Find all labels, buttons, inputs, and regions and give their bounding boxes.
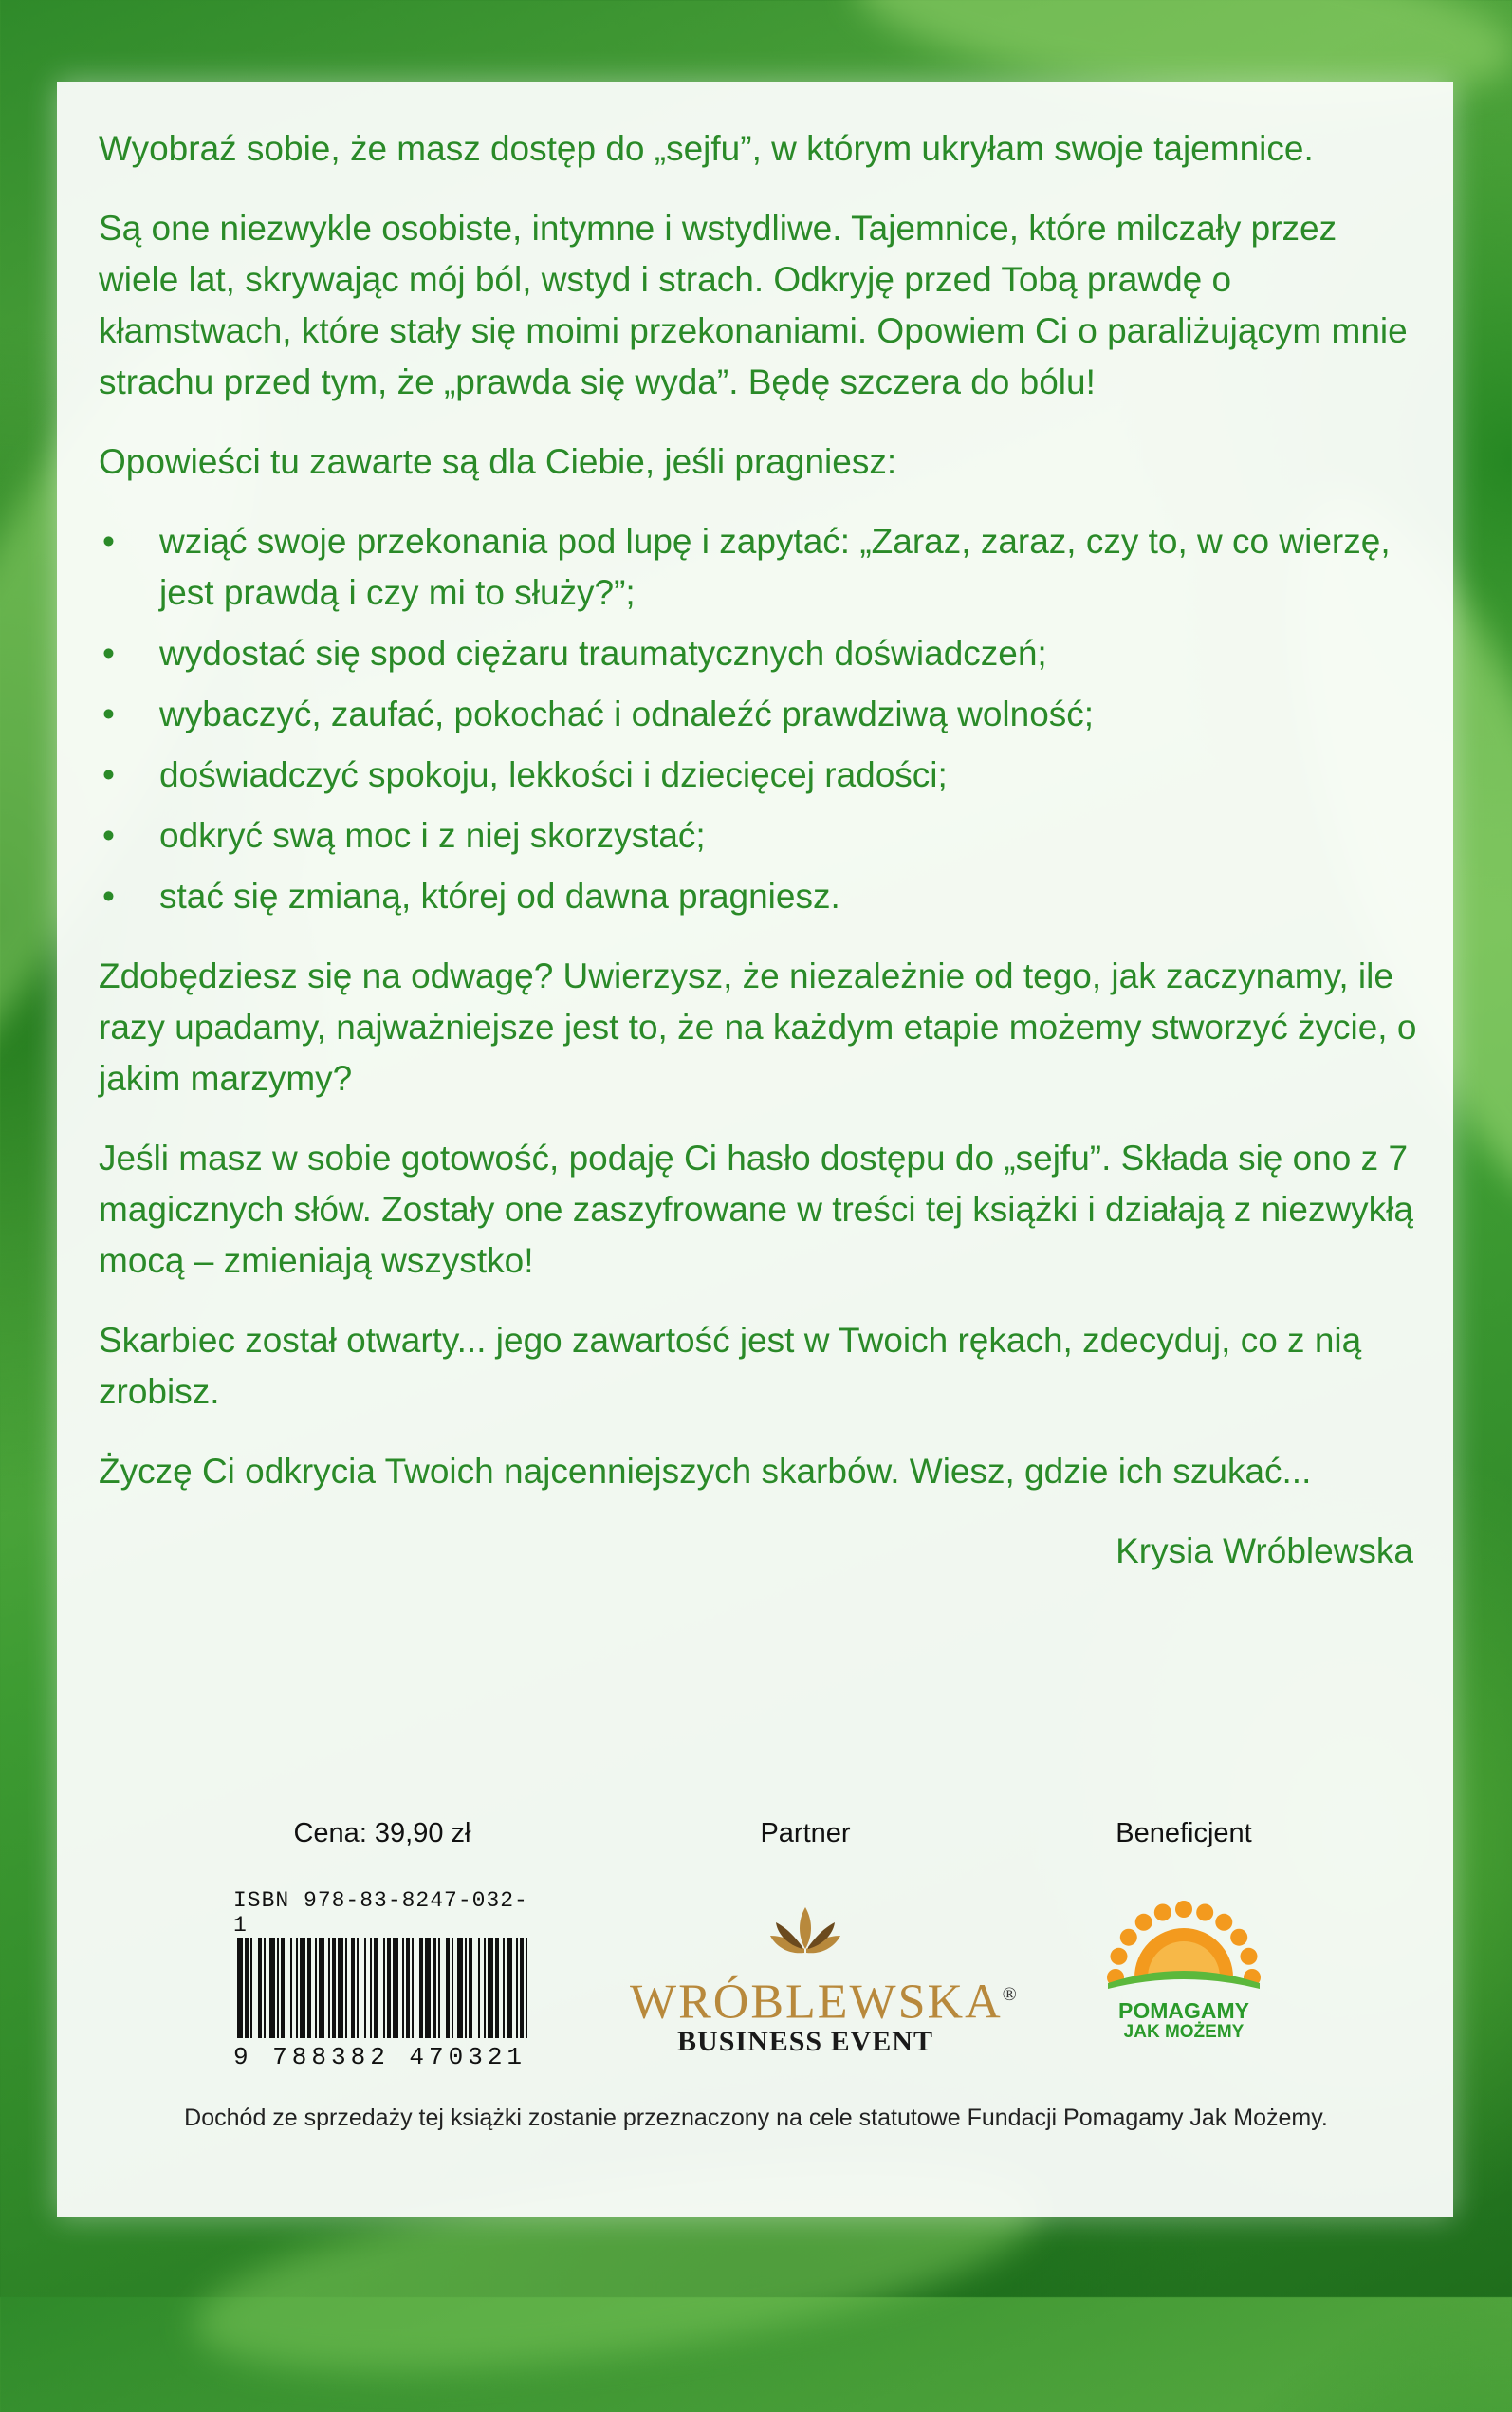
paragraph-secrets: Są one niezwykle osobiste, intymne i wstydliwe. Tajemnice, które milczały przez wiele lat, skrywając mój ból, wstyd i strach. Odkryję przed Tobą prawdę o kłamstwach, które stały się moimi przekonaniami. Opowiem Ci o paraliżującym mnie strachu przed tym, że „prawda się wyda”. Będę szczera do bólu! <box>99 209 1408 401</box>
intro-paragraph: Wyobraź sobie, że masz dostęp do „sejfu”, w którym ukryłam swoje tajemnice. <box>99 129 1314 168</box>
list-item: • wziąć swoje przekonania pod lupę i zapytać: „Zaraz, zaraz, czy to, w co wierzę, jest prawdą i czy mi to służy?”; <box>99 516 1417 619</box>
paragraph-wish: Życzę Ci odkrycia Twoich najcenniejszych skarbów. Wiesz, gdzie ich szukać... <box>99 1452 1312 1491</box>
list-item: • stać się zmianą, której od dawna pragniesz. <box>99 871 1417 922</box>
barcode-digits: 9 788382 470321 <box>233 2043 527 2071</box>
paragraph-password: Jeśli masz w sobie gotowość, podaję Ci hasło dostępu do „sejfu”. Składa się ono z 7 magicznych słów. Zostały one zaszyfrowane w treści tej książki i działają z niezwykłą mocą – zmieniają wszystko! <box>99 1139 1413 1280</box>
bullet-icon: • <box>102 877 115 916</box>
bullet-icon: • <box>102 522 115 561</box>
wish-list <box>99 516 1417 922</box>
registered-mark: ® <box>1002 1984 1019 2005</box>
list-item: • wybaczyć, zaufać, pokochać i odnaleźć prawdziwą wolność; <box>99 689 1417 740</box>
partner-label: Partner <box>760 1818 851 1848</box>
list-intro: Opowieści tu zawarte są dla Ciebie, jeśli pragniesz: <box>99 442 897 481</box>
partner-logo <box>630 1900 1019 2058</box>
proceeds-note: Dochód ze sprzedaży tej książki zostanie przeznaczony na cele statutowe Fundacji Pomagamy Jak Możemy. <box>184 2105 1328 2131</box>
beneficiary-label: Beneficjent <box>1116 1818 1252 1848</box>
barcode-icon <box>233 1938 531 2040</box>
lotus-icon <box>763 1900 848 1966</box>
bullet-icon: • <box>102 634 115 673</box>
paragraph-courage: Zdobędziesz się na odwagę? Uwierzysz, że niezależnie od tego, jak zaczynamy, ile razy upadamy, najważniejsze jest to, że na każdym etapie możemy stworzyć życie, o jakim marzymy? <box>99 956 1417 1098</box>
author-signature: Krysia Wróblewska <box>1116 1531 1413 1570</box>
partner-logo-name: WRÓBLEWSKA <box>630 1975 1003 2030</box>
back-cover-text <box>99 123 1417 1577</box>
isbn-text: ISBN 978-83-8247-032-1 <box>233 1888 528 1938</box>
isbn-barcode <box>233 1888 531 2071</box>
beneficiary-logo <box>1089 1871 1279 2043</box>
list-item: • doświadczyć spokoju, lekkości i dziecięcej radości; <box>99 750 1417 801</box>
bullet-icon: • <box>102 816 115 855</box>
beneficiary-logo-sub: JAK MOŻEMY <box>1123 2022 1245 2042</box>
paragraph-treasury: Skarbiec został otwarty... jego zawartość jest w Twoich rękach, zdecyduj, co z nią zrobisz. <box>99 1321 1362 1411</box>
list-item: • wydostać się spod ciężaru traumatycznych doświadczeń; <box>99 628 1417 679</box>
price-label: Cena: 39,90 zł <box>293 1818 471 1848</box>
bullet-icon: • <box>102 695 115 733</box>
beneficiary-logo-name: POMAGAMY <box>1118 1998 1249 2023</box>
bullet-icon: • <box>102 755 115 794</box>
list-item: • odkryć swą moc i z niej skorzystać; <box>99 810 1417 862</box>
partner-logo-sub: BUSINESS EVENT <box>677 2026 933 2058</box>
sun-icon <box>1089 1871 1279 1995</box>
